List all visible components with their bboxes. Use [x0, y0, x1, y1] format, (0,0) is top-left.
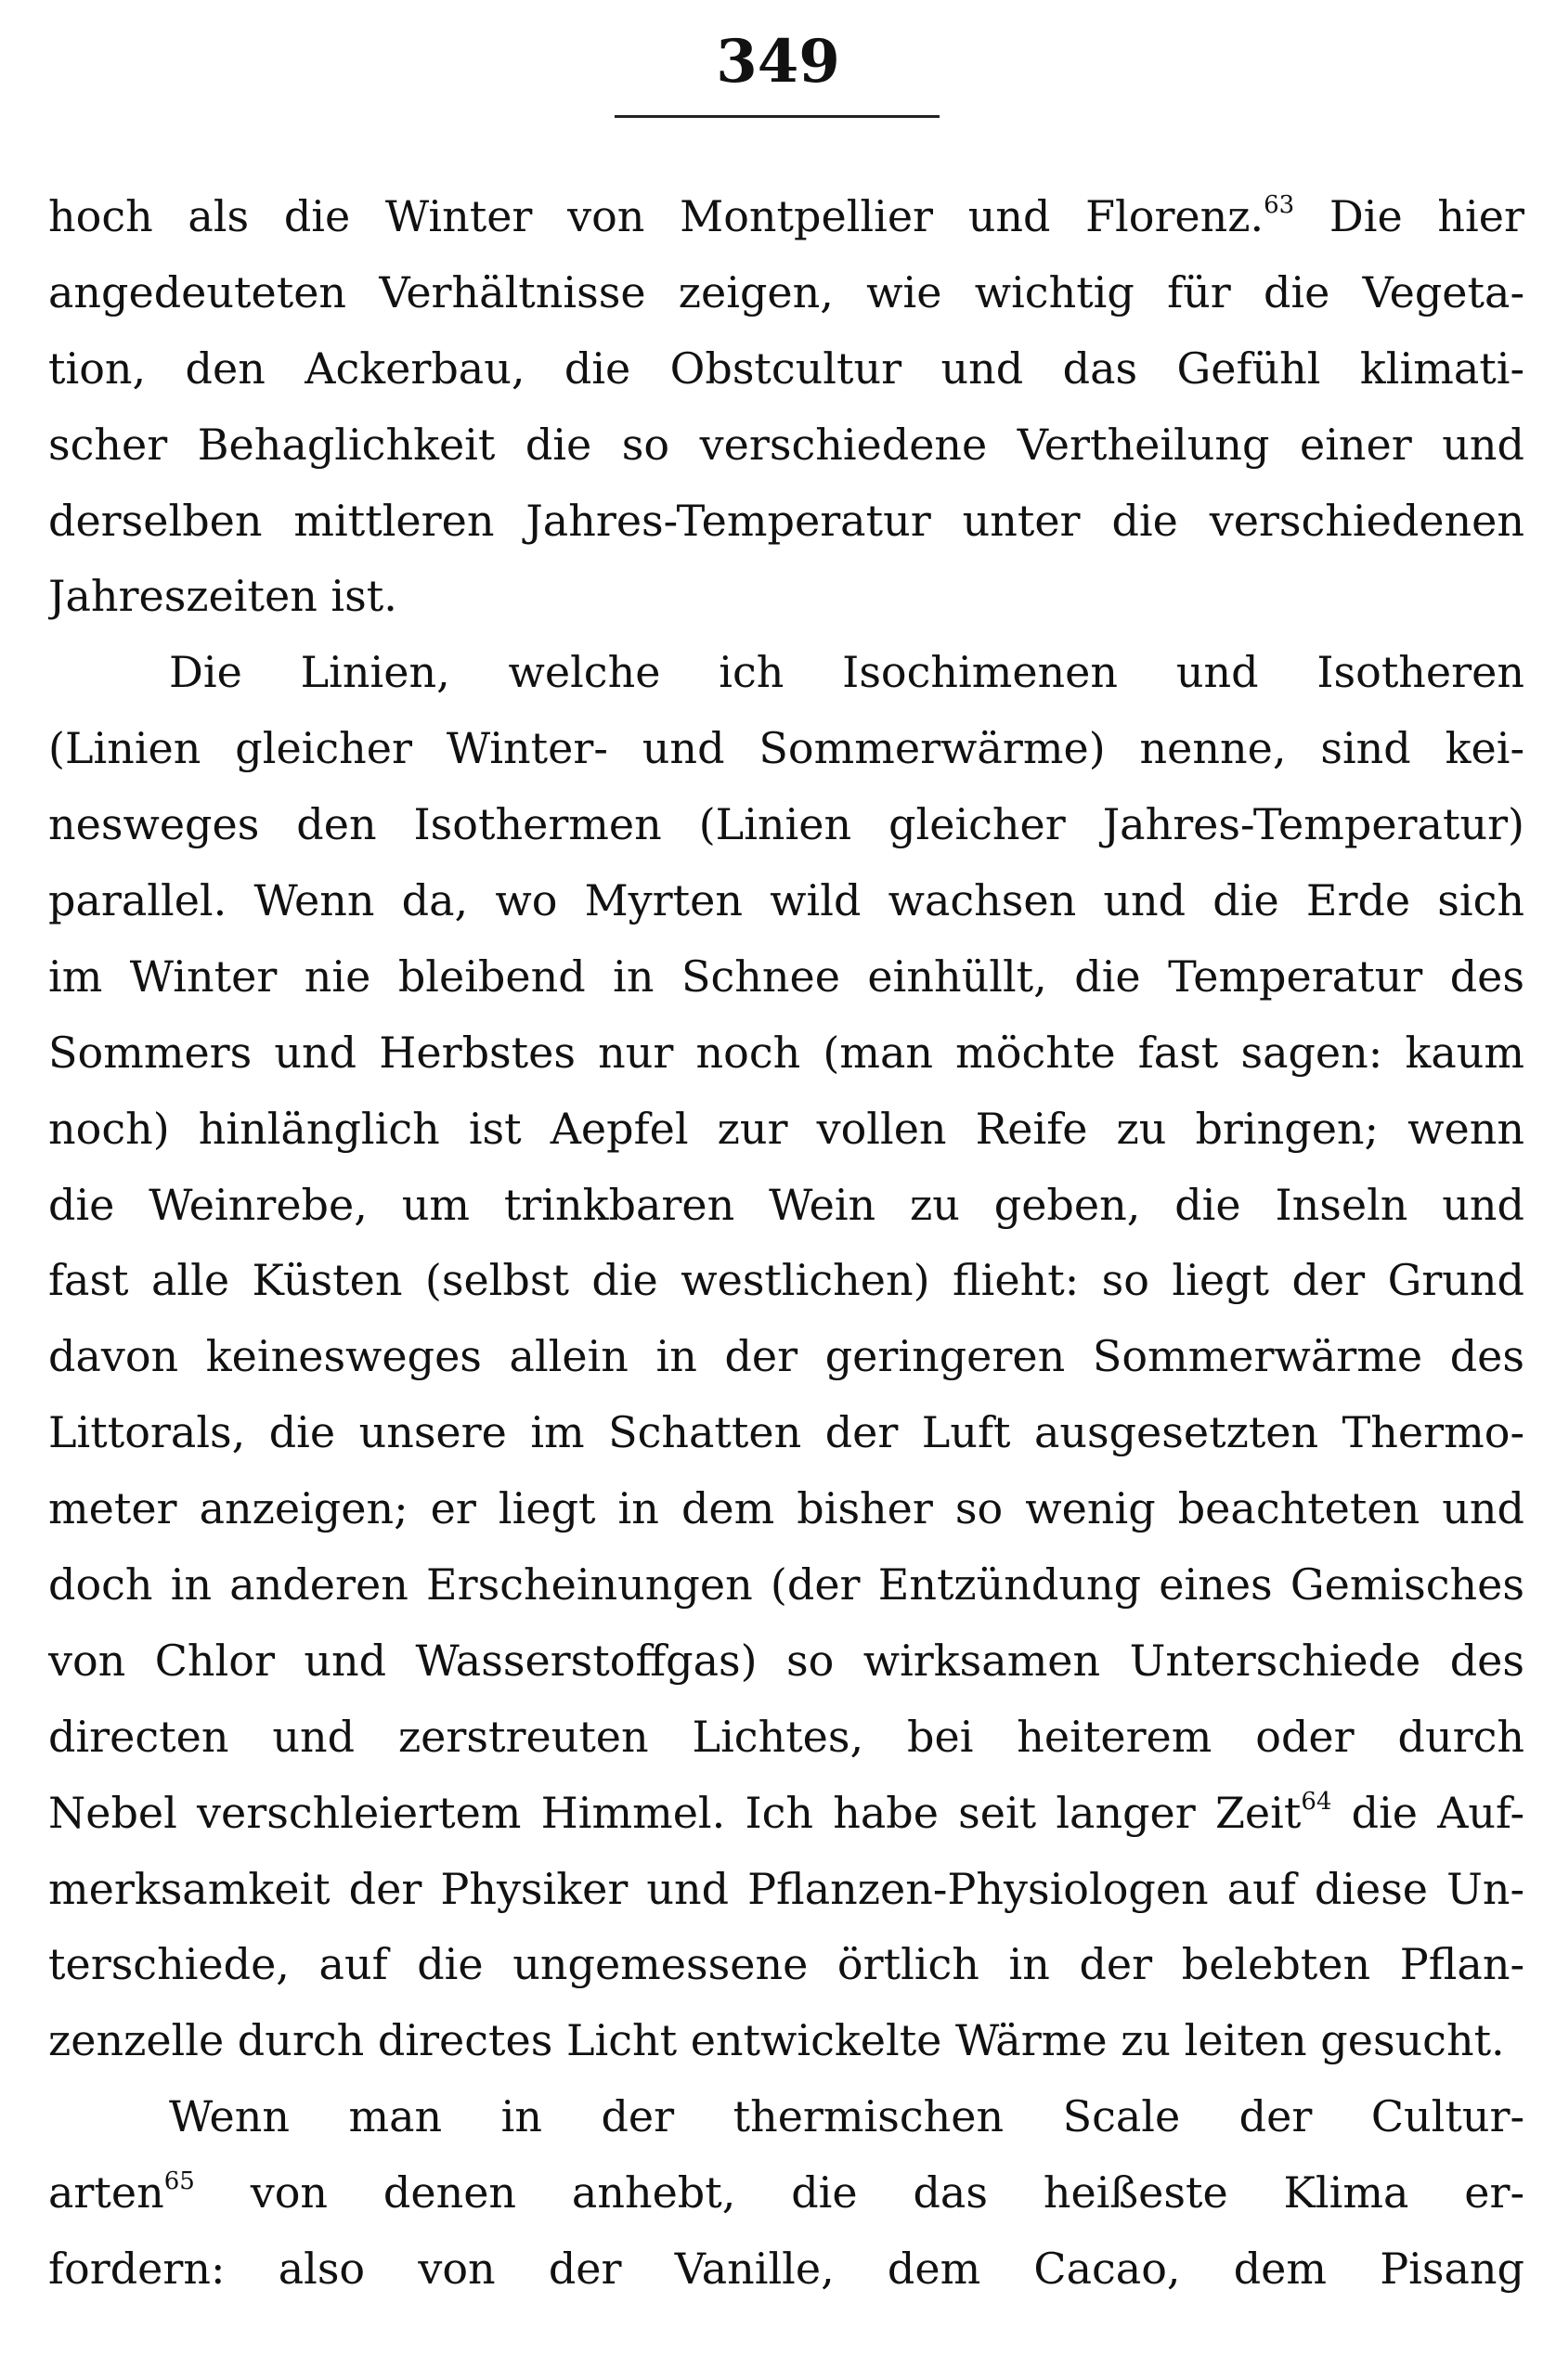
text-line [48, 1092, 1524, 1168]
line-text-continued: Die hier [1294, 191, 1524, 241]
line-text: directen und zerstreuten Lichtes, bei heiterem oder durch [48, 1711, 1524, 1762]
text-line [48, 1395, 1524, 1471]
text-line [48, 331, 1524, 407]
text-line [48, 939, 1524, 1015]
line-text: fast alle Küsten (selbst die westlichen) flieht: so liegt der Grund [48, 1255, 1524, 1306]
line-text: im Winter nie bleibend in Schnee einhüllt, die Temperatur des [48, 951, 1524, 1002]
text-line [48, 787, 1524, 863]
line-text: von Chlor und Wasserstoffgas) so wirksamen Unterschiede des [48, 1635, 1524, 1686]
line-text: tion, den Ackerbau, die Obstcultur und das Gefühl klimati- [48, 343, 1524, 394]
line-text-continued: die Auf- [1331, 1787, 1524, 1838]
line-text: noch) hinlänglich ist Aepfel zur vollen Reife zu bringen; wenn [48, 1103, 1524, 1154]
line-text: Littorals, die unsere im Schatten der Luft ausgesetzten Thermo- [48, 1407, 1524, 1458]
line-text: merksamkeit der Physiker und Pflanzen-Physiologen auf diese Un- [48, 1863, 1524, 1914]
text-line [48, 1243, 1524, 1319]
line-text: terschiede, auf die ungemessene örtlich in der belebten Pflan- [48, 1939, 1524, 1990]
line-text: Wenn man in der thermischen Scale der Cultur- [169, 2091, 1524, 2142]
text-line [48, 1776, 1524, 1852]
text-line [48, 1471, 1524, 1547]
text-line [48, 407, 1524, 484]
line-text: davon keinesweges allein in der geringeren Sommerwärme des [48, 1331, 1524, 1382]
text-line [48, 1623, 1524, 1700]
text-line [48, 1927, 1524, 2003]
line-text: doch in anderen Erscheinungen (der Entzündung eines Gemisches [48, 1559, 1524, 1610]
text-line [48, 1547, 1524, 1623]
line-text: nesweges den Isothermen (Linien gleicher Jahres-Temperatur) [48, 799, 1524, 850]
line-text: hoch als die Winter von Montpellier und Florenz. [48, 191, 1264, 241]
text-line [48, 2231, 1524, 2308]
line-text: Nebel verschleiertem Himmel. Ich habe seit langer Zeit [48, 1787, 1302, 1838]
line-text: arten [48, 2167, 164, 2218]
text-line [48, 1015, 1524, 1092]
line-text: Die Linien, welche ich Isochimenen und Isotheren [169, 647, 1524, 698]
text-line [48, 2155, 1524, 2231]
line-text: angedeuteten Verhältnisse zeigen, wie wichtig für die Vegeta- [48, 266, 1524, 317]
text-line [48, 1168, 1524, 1244]
line-text: fordern: also von der Vanille, dem Cacao, dem Pisang [48, 2244, 1524, 2295]
body-text [48, 179, 1524, 2308]
line-text: meter anzeigen; er liegt in dem bisher so wenig beachteten und [48, 1483, 1524, 1534]
line-text: scher Behaglichkeit die so verschiedene Vertheilung einer und [48, 419, 1524, 470]
text-line [48, 2003, 1524, 2079]
footnote-marker: 64 [1301, 1787, 1332, 1816]
text-line [48, 2079, 1524, 2155]
text-line [48, 255, 1524, 331]
text-line [48, 484, 1524, 560]
footnote-marker: 65 [163, 2167, 195, 2196]
line-text: derselben mittleren Jahres-Temperatur unter die verschiedenen [48, 495, 1524, 546]
text-line [48, 179, 1524, 255]
text-line [48, 1700, 1524, 1776]
line-text-continued: von denen anhebt, die das heißeste Klima er- [194, 2167, 1524, 2218]
line-text: parallel. Wenn da, wo Myrten wild wachsen und die Erde sich [48, 875, 1524, 926]
line-text: die Weinrebe, um trinkbaren Wein zu geben, die Inseln und [48, 1179, 1524, 1230]
line-text: zenzelle durch directes Licht entwickelte Wärme zu leiten gesucht. [48, 2015, 1505, 2066]
text-line [48, 635, 1524, 711]
footnote-marker: 63 [1264, 191, 1295, 219]
header-rule [615, 115, 940, 118]
text-line [48, 863, 1524, 939]
text-line [48, 1852, 1524, 1928]
line-text: Sommers und Herbstes nur noch (man möchte fast sagen: kaum [48, 1027, 1524, 1078]
line-text: Jahreszeiten ist. [48, 571, 397, 622]
text-line [48, 1319, 1524, 1395]
page-number: 349 [716, 27, 840, 97]
text-line [48, 559, 1524, 635]
text-line [48, 711, 1524, 787]
line-text: (Linien gleicher Winter- und Sommerwärme) nenne, sind kei- [48, 723, 1524, 774]
